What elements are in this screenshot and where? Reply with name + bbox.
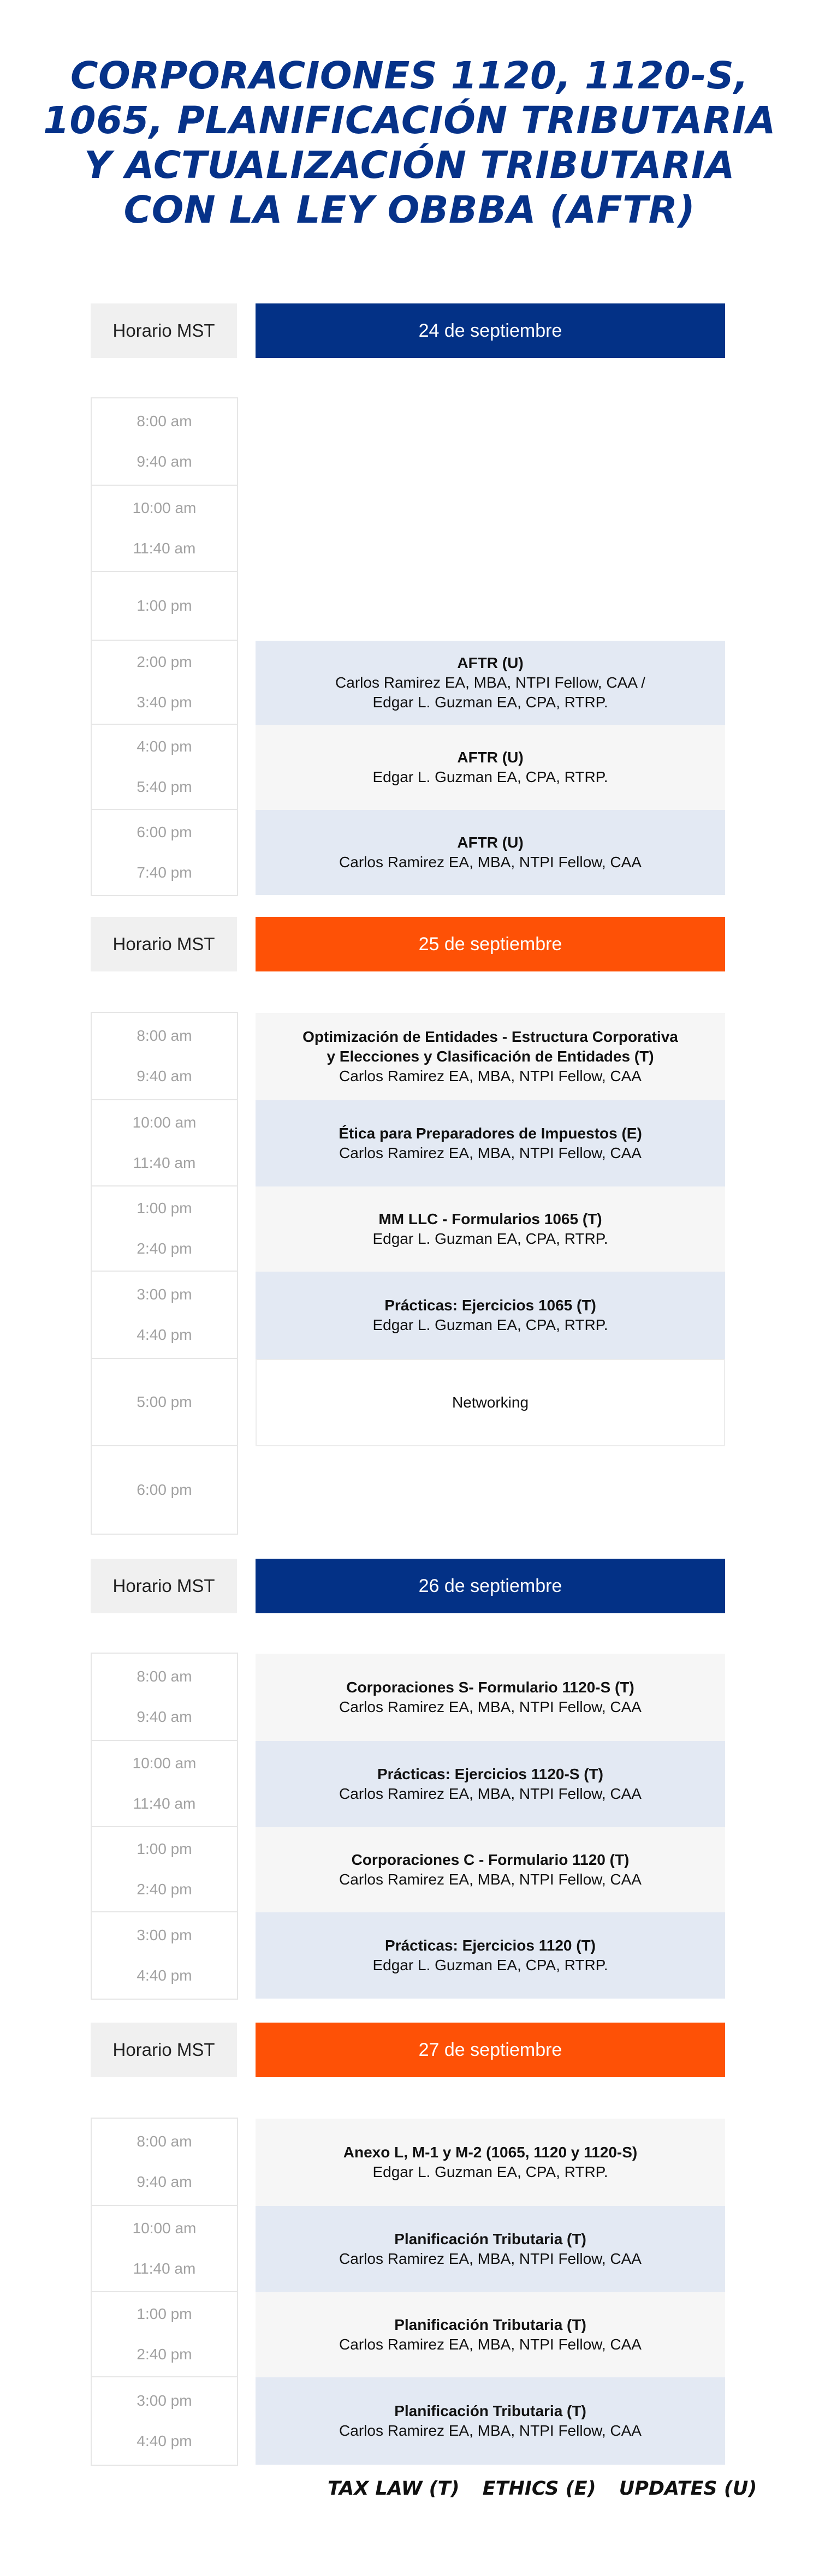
session-title: y Elecciones y Clasificación de Entidades (T): [327, 1048, 654, 1065]
start-time: 10:00 am: [132, 499, 197, 516]
end-time: 2:40 pm: [136, 1240, 192, 1257]
session-block: [256, 2206, 725, 2292]
end-time: 9:40 am: [136, 1068, 192, 1084]
session-presenter: Edgar L. Guzman EA, CPA, RTRP.: [372, 694, 608, 711]
title-line: CON LA LEY OBBBA (AFTR): [123, 188, 696, 232]
start-time: 1:00 pm: [136, 1200, 192, 1217]
end-time: 4:40 pm: [136, 1967, 192, 1984]
time-slot: [92, 2292, 237, 2377]
end-time: 4:40 pm: [136, 1326, 192, 1343]
end-time: 11:40 am: [133, 1795, 196, 1812]
session-title: MM LLC - Formularios 1065 (T): [378, 1211, 602, 1227]
end-time: 4:40 pm: [136, 2432, 192, 2449]
session-block: [256, 810, 725, 895]
day-header: [91, 917, 725, 971]
session-title: Optimización de Entidades - Estructura Corporativa: [302, 1028, 678, 1045]
end-time: 11:40 am: [133, 540, 196, 557]
day-date-banner: 24 de septiembre: [256, 303, 725, 358]
page-title: [33, 53, 786, 232]
time-slot: [92, 1359, 237, 1446]
session-label: Networking: [452, 1394, 529, 1411]
time-column: [91, 1653, 238, 2000]
day-header: [91, 1559, 725, 1613]
session-title: Anexo L, M-1 y M-2 (1065, 1120 y 1120-S): [343, 2144, 638, 2161]
session-presenter: Edgar L. Guzman EA, CPA, RTRP.: [372, 2163, 608, 2180]
title-line: 1065, PLANIFICACIÓN TRIBUTARIA: [43, 99, 776, 142]
session-block: [256, 2377, 725, 2465]
session-title: Planificación Tributaria (T): [394, 2316, 586, 2333]
start-time: 8:00 am: [136, 1668, 192, 1685]
schedule-timezone-label: Horario MST: [91, 303, 237, 358]
session-presenter: Carlos Ramirez EA, MBA, NTPI Fellow, CAA: [339, 1698, 642, 1715]
session-block: [256, 1272, 725, 1359]
time-slot: [92, 398, 237, 486]
session-presenter: Carlos Ramirez EA, MBA, NTPI Fellow, CAA: [339, 1871, 642, 1888]
end-time: 11:40 am: [133, 1154, 196, 1171]
time-slot: [92, 2119, 237, 2206]
session-presenter: Edgar L. Guzman EA, CPA, RTRP.: [372, 768, 608, 785]
start-time: 1:00 pm: [136, 597, 192, 614]
end-time: 9:40 am: [136, 2173, 192, 2190]
time-slot: [92, 1100, 237, 1186]
start-time: 8:00 am: [136, 1027, 192, 1044]
start-time: 6:00 pm: [136, 824, 192, 840]
start-time: 6:00 pm: [136, 1481, 192, 1498]
session-block: [256, 1100, 725, 1186]
session-block: [256, 1654, 725, 1741]
session-block: [256, 2119, 725, 2206]
legend-ethics: ETHICS (E): [482, 2478, 596, 2500]
legend-tax-law: TAX LAW (T): [328, 2478, 460, 2500]
end-time: 5:40 pm: [136, 778, 192, 795]
start-time: 1:00 pm: [136, 2305, 192, 2322]
session-title: AFTR (U): [457, 834, 524, 851]
session-presenter: Carlos Ramirez EA, MBA, NTPI Fellow, CAA: [339, 1068, 642, 1084]
session-title: Prácticas: Ejercicios 1120 (T): [385, 1937, 596, 1954]
session-title: Corporaciones S- Formulario 1120-S (T): [346, 1679, 634, 1696]
end-time: 9:40 am: [136, 453, 192, 470]
title-line: CORPORACIONES 1120, 1120-S,: [70, 54, 749, 98]
start-time: 4:00 pm: [136, 738, 192, 755]
end-time: 7:40 pm: [136, 864, 192, 881]
day-date-banner: 26 de septiembre: [256, 1559, 725, 1613]
session-presenter: Edgar L. Guzman EA, CPA, RTRP.: [372, 1230, 608, 1247]
session-presenter: Edgar L. Guzman EA, CPA, RTRP.: [372, 1957, 608, 1973]
time-slot: [92, 1272, 237, 1359]
session-block: [256, 725, 725, 810]
end-time: 11:40 am: [133, 2260, 196, 2277]
session-block: [256, 1013, 725, 1100]
session-title: Planificación Tributaria (T): [394, 2231, 586, 2247]
start-time: 8:00 am: [136, 413, 192, 430]
session-presenter: Carlos Ramirez EA, MBA, NTPI Fellow, CAA: [339, 2250, 642, 2267]
start-time: 3:00 pm: [136, 1927, 192, 1943]
session-presenter: Carlos Ramirez EA, MBA, NTPI Fellow, CAA: [339, 2422, 642, 2439]
time-slot: [92, 2377, 237, 2465]
time-slot: [92, 1827, 237, 1912]
time-slot: [92, 1654, 237, 1741]
session-title: Prácticas: Ejercicios 1065 (T): [384, 1297, 596, 1314]
time-slot: [92, 1186, 237, 1272]
legend-updates: UPDATES (U): [619, 2478, 757, 2500]
session-title: AFTR (U): [457, 749, 524, 766]
session-title: Ética para Preparadores de Impuestos (E): [339, 1125, 642, 1142]
start-time: 10:00 am: [132, 1114, 197, 1131]
start-time: 3:00 pm: [136, 1286, 192, 1303]
session-block: [256, 1741, 725, 1827]
end-time: 2:40 pm: [136, 1881, 192, 1898]
time-slot: [92, 1013, 237, 1100]
time-slot: [92, 572, 237, 641]
day-header: [91, 303, 725, 358]
session-presenter: Edgar L. Guzman EA, CPA, RTRP.: [372, 1316, 608, 1333]
legend: [328, 2478, 757, 2500]
day-header: [91, 2023, 725, 2077]
day-date-banner: 25 de septiembre: [256, 917, 725, 971]
time-column: [91, 1012, 238, 1535]
time-slot: [92, 810, 237, 895]
schedule-timezone-label: Horario MST: [91, 2023, 237, 2077]
start-time: 1:00 pm: [136, 1840, 192, 1857]
session-presenter: Carlos Ramirez EA, MBA, NTPI Fellow, CAA: [339, 2336, 642, 2353]
session-presenter: Carlos Ramirez EA, MBA, NTPI Fellow, CAA: [339, 854, 642, 870]
schedule-timezone-label: Horario MST: [91, 1559, 237, 1613]
start-time: 10:00 am: [132, 1755, 197, 1772]
start-time: 3:00 pm: [136, 2392, 192, 2409]
time-slot: [92, 486, 237, 572]
session-block: [256, 1359, 725, 1446]
title-line: Y ACTUALIZACIÓN TRIBUTARIA: [84, 144, 735, 187]
session-block: [256, 1186, 725, 1272]
time-column: [91, 2118, 238, 2466]
time-slot: [92, 725, 237, 810]
session-title: Planificación Tributaria (T): [394, 2402, 586, 2419]
end-time: 9:40 am: [136, 1708, 192, 1725]
session-title: AFTR (U): [457, 654, 524, 671]
session-block: [256, 2292, 725, 2377]
start-time: 2:00 pm: [136, 653, 192, 670]
session-title: Corporaciones C - Formulario 1120 (T): [351, 1851, 630, 1868]
session-presenter: Carlos Ramirez EA, MBA, NTPI Fellow, CAA: [339, 1144, 642, 1161]
start-time: 8:00 am: [136, 2133, 192, 2150]
session-presenter: Carlos Ramirez EA, MBA, NTPI Fellow, CAA: [339, 1785, 642, 1802]
end-time: 3:40 pm: [136, 694, 192, 711]
session-block: [256, 1827, 725, 1912]
time-slot: [92, 1446, 237, 1534]
time-slot: [92, 1741, 237, 1827]
time-slot: [92, 1912, 237, 1999]
session-block: [256, 1912, 725, 1999]
session-block: [256, 641, 725, 725]
time-column: [91, 397, 238, 896]
time-slot: [92, 641, 237, 725]
start-time: 10:00 am: [132, 2220, 197, 2237]
time-slot: [92, 2206, 237, 2292]
end-time: 2:40 pm: [136, 2346, 192, 2363]
session-presenter: Carlos Ramirez EA, MBA, NTPI Fellow, CAA /: [335, 674, 645, 691]
day-date-banner: 27 de septiembre: [256, 2023, 725, 2077]
session-title: Prácticas: Ejercicios 1120-S (T): [377, 1766, 603, 1782]
start-time: 5:00 pm: [136, 1393, 192, 1410]
schedule-timezone-label: Horario MST: [91, 917, 237, 971]
